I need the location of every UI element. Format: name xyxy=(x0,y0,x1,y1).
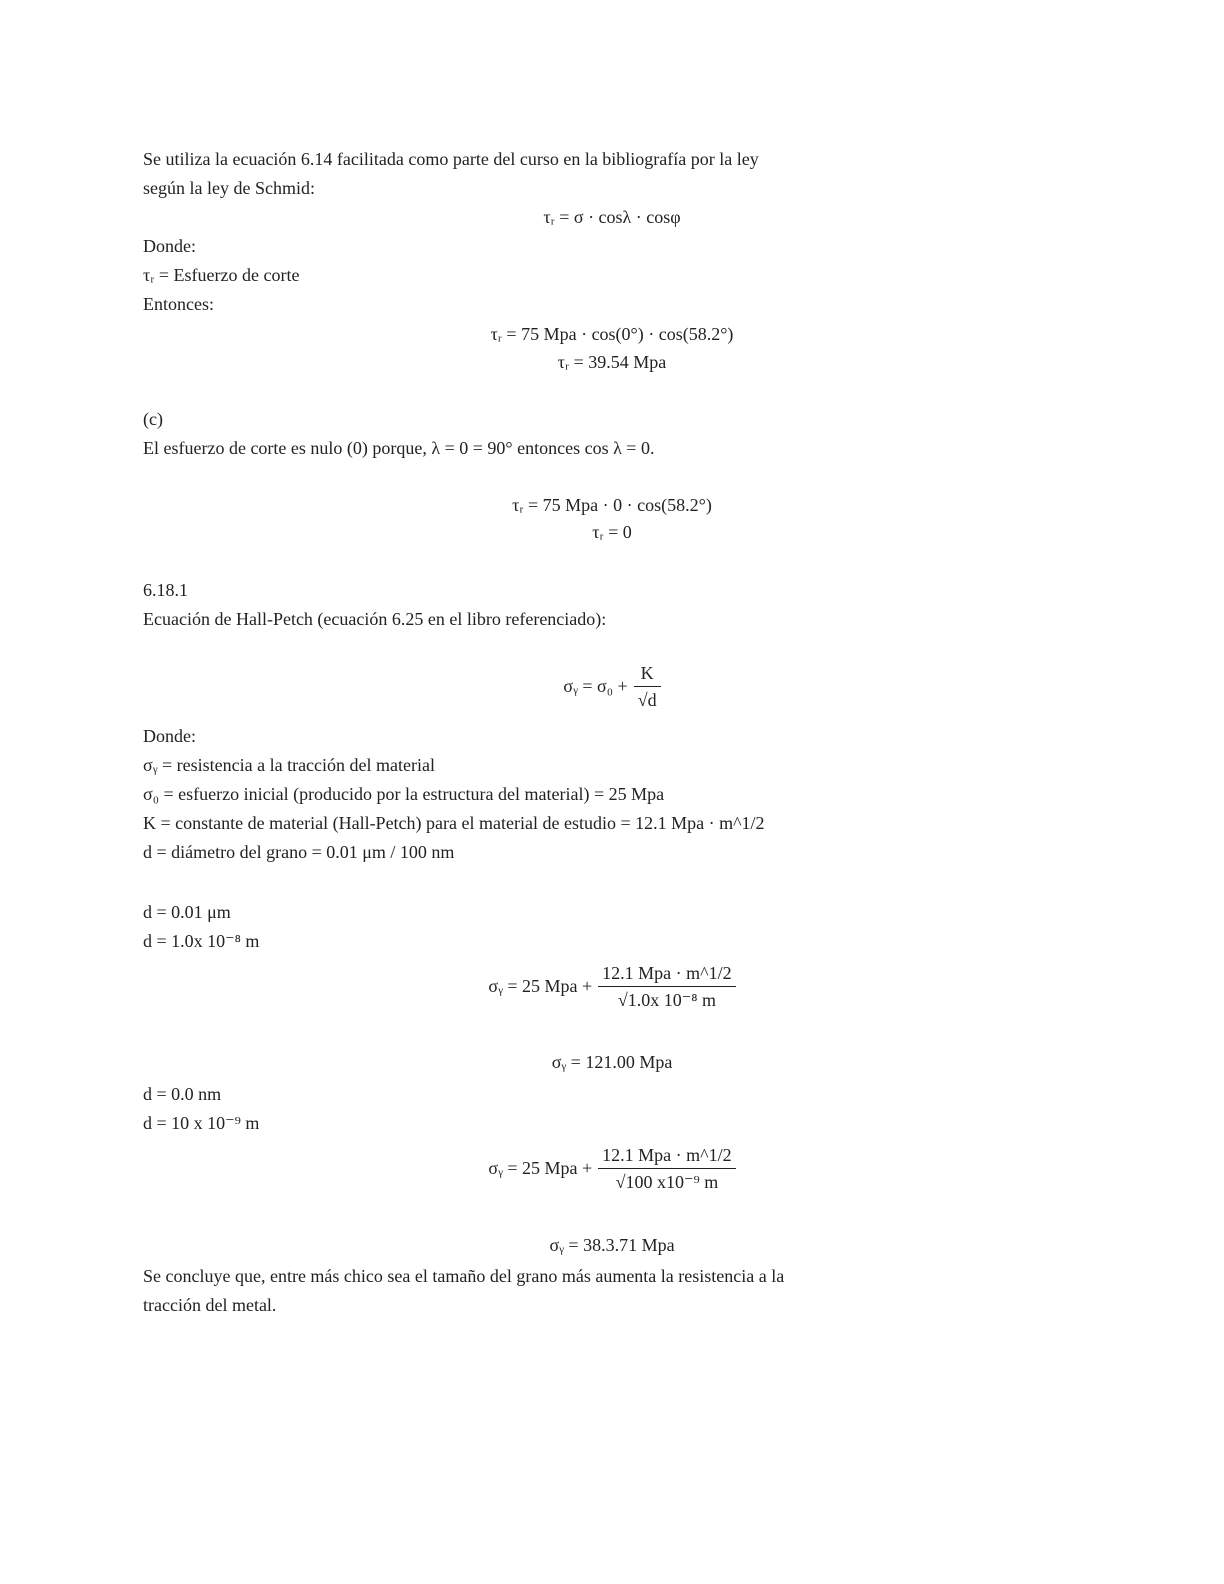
definition-k: K = constante de material (Hall-Petch) para el material de estudio = 12.1 Mpa · m^1/2 xyxy=(143,813,765,833)
entonces-label: Entonces: xyxy=(143,294,214,314)
case-1-label: d = 0.01 μm xyxy=(143,902,231,922)
tau-definition: τᵣ = Esfuerzo de corte xyxy=(143,265,300,285)
case-2-left: σᵧ = 25 Mpa + xyxy=(488,1158,593,1178)
section-6-18-text: Ecuación de Hall-Petch (ecuación 6.25 en el libro referenciado): xyxy=(143,609,607,629)
case-2-fraction xyxy=(598,1144,735,1193)
hall-petch-equation xyxy=(0,662,1224,711)
result-equation-2: τᵣ = 0 xyxy=(592,522,632,542)
calc-equation-2: τᵣ = 75 Mpa · 0 · cos(58.2°) xyxy=(512,495,712,515)
case-1-equation xyxy=(0,962,1224,1011)
hall-petch-left: σᵧ = σ₀ + xyxy=(563,676,628,696)
case-1-denominator: √1.0x 10⁻⁸ m xyxy=(617,990,716,1010)
hall-petch-numerator: K xyxy=(640,663,654,683)
definition-d: d = diámetro del grano = 0.01 μm / 100 nm xyxy=(143,842,455,862)
calc-equation-1: τᵣ = 75 Mpa · cos(0°) · cos(58.2°) xyxy=(490,324,734,344)
case-2-equation xyxy=(0,1144,1224,1193)
donde-label-2: Donde: xyxy=(143,726,196,746)
conclusion-line-2: tracción del metal. xyxy=(143,1295,277,1315)
part-c-label: (c) xyxy=(143,409,163,429)
case-1-numerator: 12.1 Mpa · m^1/2 xyxy=(602,963,732,983)
part-c-text: El esfuerzo de corte es nulo (0) porque, λ = 0 = 90° entonces cos λ = 0. xyxy=(143,438,655,458)
case-1-fraction xyxy=(598,962,735,1011)
hall-petch-fraction xyxy=(634,662,661,711)
case-2-result: σᵧ = 38.3.71 Mpa xyxy=(549,1235,675,1255)
result-equation-1: τᵣ = 39.54 Mpa xyxy=(557,352,667,372)
case-1-value: d = 1.0x 10⁻⁸ m xyxy=(143,931,260,951)
schmid-equation: τᵣ = σ · cosλ · cosφ xyxy=(543,207,681,227)
case-2-value: d = 10 x 10⁻⁹ m xyxy=(143,1113,260,1133)
case-1-left: σᵧ = 25 Mpa + xyxy=(488,976,593,996)
case-2-label: d = 0.0 nm xyxy=(143,1084,222,1104)
case-2-numerator: 12.1 Mpa · m^1/2 xyxy=(602,1145,732,1165)
intro-line-1: Se utiliza la ecuación 6.14 facilitada como parte del curso en la bibliografía por la ley xyxy=(143,149,759,169)
conclusion-line-1: Se concluye que, entre más chico sea el tamaño del grano más aumenta la resistencia a la xyxy=(143,1266,785,1286)
definition-sigma-y: σᵧ = resistencia a la tracción del material xyxy=(143,755,435,775)
case-1-result: σᵧ = 121.00 Mpa xyxy=(551,1052,673,1072)
donde-label-1: Donde: xyxy=(143,236,196,256)
definition-sigma-0: σ₀ = esfuerzo inicial (producido por la estructura del material) = 25 Mpa xyxy=(143,784,665,804)
hall-petch-denominator: √d xyxy=(637,690,657,710)
case-2-denominator: √100 x10⁻⁹ m xyxy=(615,1172,719,1192)
intro-line-2: según la ley de Schmid: xyxy=(143,178,315,198)
section-6-18-label: 6.18.1 xyxy=(143,580,188,600)
